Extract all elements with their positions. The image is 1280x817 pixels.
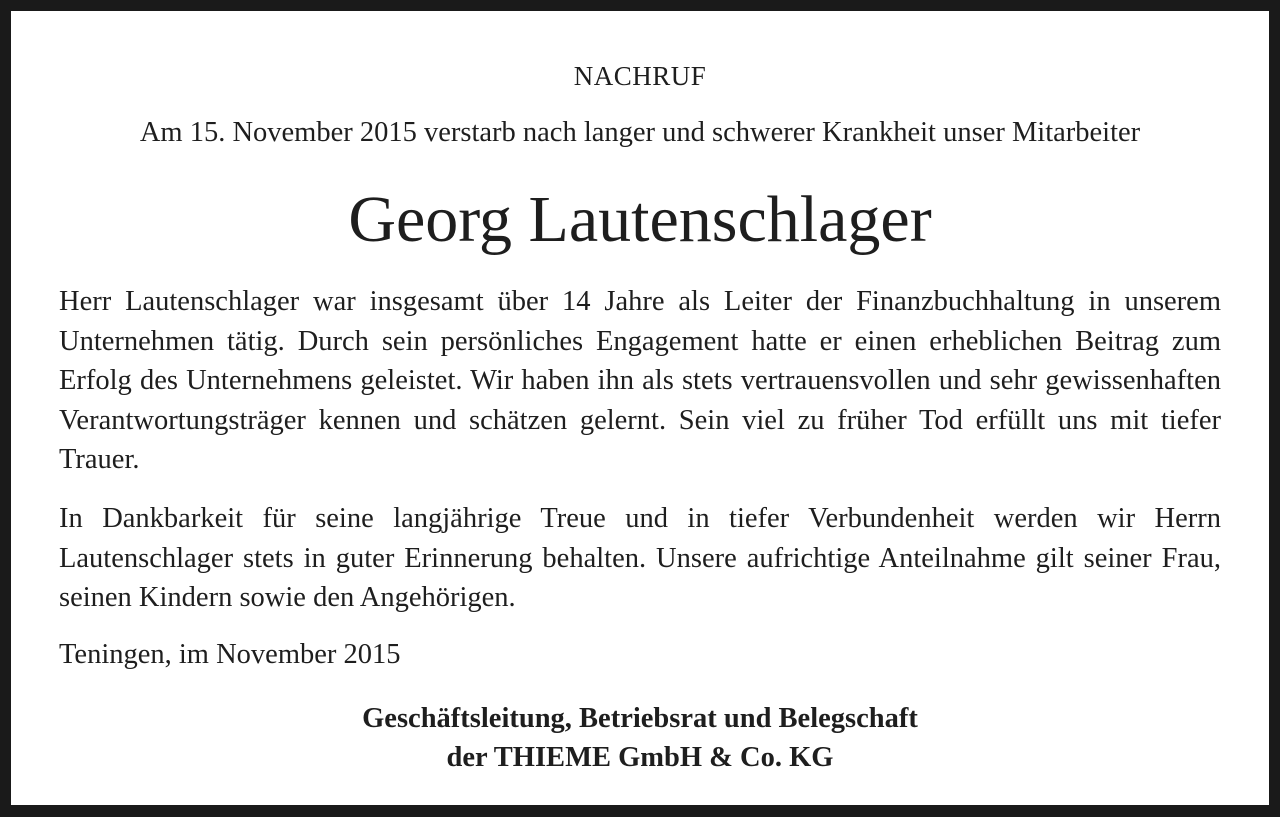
intro-line: Am 15. November 2015 verstarb nach langer und schwerer Krankheit unser Mitarbeiter	[139, 117, 1141, 148]
signature-block	[59, 699, 1221, 777]
notice-heading: NACHRUF	[573, 61, 707, 91]
paragraph-condolence: In Dankbarkeit für seine langjährige Treue und in tiefer Verbundenheit werden wir Herrn Lautenschlager stets in guter Erinnerung behalten. Unsere aufrichtige Anteilnahme gilt seiner Frau, seinen Kindern sowie den Angehörigen.	[59, 503, 1221, 613]
signature-line-1: Geschäftsleitung, Betriebsrat und Belegschaft	[362, 703, 918, 734]
signature-line-2: der THIEME GmbH & Co. KG	[446, 742, 834, 773]
paragraph-career: Herr Lautenschlager war insgesamt über 14 Jahre als Leiter der Finanzbuchhaltung in unserem Unternehmen tätig. Durch sein persönliches Engagement hatte er einen erheblichen Beitrag zum Erfolg des Unternehmens geleistet. Wir haben ihn als stets vertrauensvollen und sehr gewissenhaften Verantwortungsträger kennen und schätzen gelernt. Sein viel zu früher Tod erfüllt uns mit tiefer Trauer.	[59, 286, 1221, 475]
deceased-name: Georg Lautenschlager	[348, 183, 932, 256]
place-date: Teningen, im November 2015	[59, 639, 401, 670]
